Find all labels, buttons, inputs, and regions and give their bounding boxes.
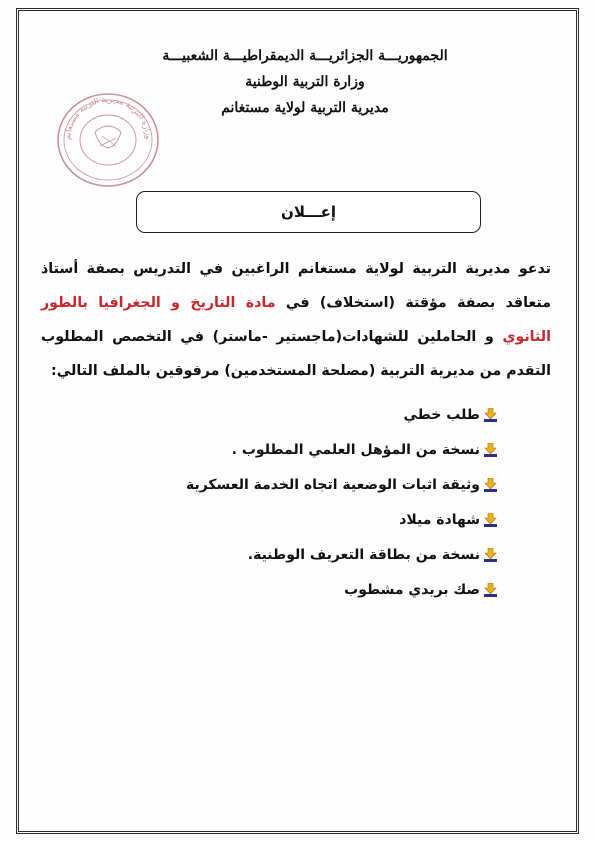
list-item xyxy=(186,502,497,537)
list-item-text: صك بريدي مشطوب xyxy=(344,581,480,598)
document-header xyxy=(140,48,470,116)
list-item xyxy=(186,467,497,502)
list-item-text: طلب خطي xyxy=(403,406,480,423)
required-documents-list xyxy=(186,397,497,607)
down-arrow-icon xyxy=(484,583,497,597)
down-arrow-icon xyxy=(484,478,497,492)
paragraph-intro: تدعو مديرية التربية لولاية مستغانم الراغبين في التدريس بصفة أستاذ متعاقد بصفة مؤقتة (استخلاف) في xyxy=(41,261,551,311)
down-arrow-icon xyxy=(484,408,497,422)
stamp-text: وزارة التربية مديرية التربية مستغانم xyxy=(62,94,154,141)
list-item xyxy=(186,397,497,432)
list-item xyxy=(186,432,497,467)
list-item-text: وثيقة اثبات الوضعية اتجاه الخدمة العسكرية xyxy=(185,476,480,493)
down-arrow-icon xyxy=(484,513,497,527)
announcement-title: إعـــلان xyxy=(136,191,481,233)
paragraph-rest: و الحاملين للشهادات(ماجستير -ماستر) في التخصص المطلوب التقدم من مديرية التربية (مصلحة المستخدمين) مرفوقين بالملف التالي: xyxy=(41,329,551,379)
list-item-text: نسخة من المؤهل العلمي المطلوب . xyxy=(231,441,480,458)
down-arrow-icon xyxy=(484,548,497,562)
header-directorate: مديرية التربية لولاية مستغانم xyxy=(221,100,389,116)
down-arrow-icon xyxy=(484,443,497,457)
official-stamp xyxy=(50,88,166,192)
list-item-text: نسخة من بطاقة التعريف الوطنية. xyxy=(247,546,480,563)
announcement-paragraph xyxy=(41,252,551,388)
list-item-text: شهادة ميلاد xyxy=(399,511,480,528)
header-republic: الجمهوريـــة الجزائريـــة الديمقراطيـــة الشعبيـــة xyxy=(162,48,448,64)
paragraph-highlight: مادة التاريخ و الجغرافيا بالطور الثانوي xyxy=(41,295,551,345)
list-item xyxy=(186,572,497,607)
header-ministry: وزارة التربية الوطنية xyxy=(245,74,365,90)
list-item xyxy=(186,537,497,572)
